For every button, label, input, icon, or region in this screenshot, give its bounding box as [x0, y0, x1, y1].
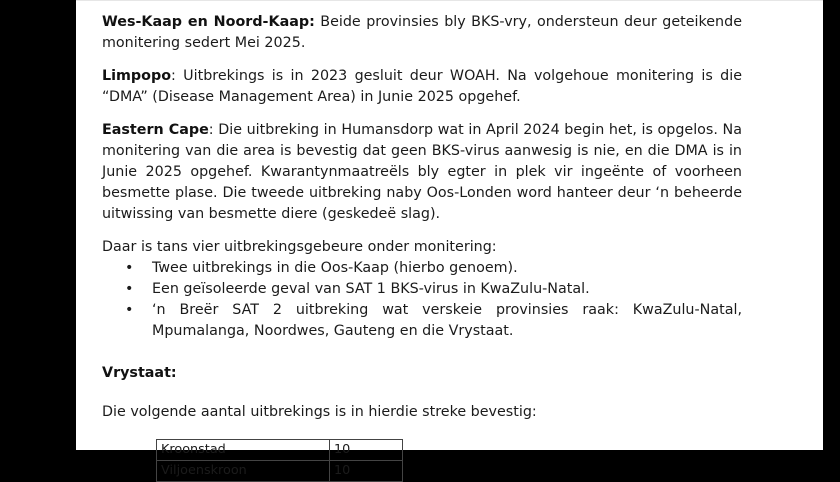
section-title: Wes-Kaap en Noord-Kaap: [102, 14, 315, 30]
list-item [125, 258, 742, 279]
table-row [157, 440, 403, 461]
section-limpopo [102, 66, 742, 108]
count-cell: 10 [330, 461, 403, 482]
count-cell: 10 [330, 440, 403, 461]
region-cell: Kroonstad [157, 440, 330, 461]
document-page [76, 0, 823, 478]
section-text: Beide provinsies bly BKS-vry, ondersteun deur geteikende monitering sedert Mei 2025. [102, 14, 742, 51]
outbreak-table [156, 439, 403, 482]
page-top-edge [76, 0, 823, 1]
section-text: : Die uitbreking in Humansdorp wat in April 2024 begin het, is opgelos. Na monitering van die area is bevestig dat geen BKS-virus aanwesig is nie, en die DMA is in Junie 2025 opgehef. Kwarantynmaatreëls bly egter in plek vir ingeënte of voorheen besmette plase. Die tweede uitbreking naby Oos-Londen word hanteer deur ‘n beheerde uitwissing van besmette diere (geskedeë slag). [102, 122, 742, 222]
list-item-text: Een geïsoleerde geval van SAT 1 BKS-virus in KwaZulu-Natal. [152, 281, 590, 297]
vrystaat-heading: Vrystaat: [102, 365, 177, 381]
document-body [102, 12, 742, 482]
section-wes-kaap [102, 12, 742, 54]
list-item-text: Twee uitbrekings in die Oos-Kaap (hierbo genoem). [152, 260, 518, 276]
monitoring-list [102, 258, 742, 342]
table-row [157, 461, 403, 482]
section-title: Eastern Cape [102, 122, 209, 138]
section-eastern-cape [102, 120, 742, 225]
vrystaat-intro: Die volgende aantal uitbrekings is in hierdie streke bevestig: [102, 404, 537, 420]
monitoring-intro: Daar is tans vier uitbrekingsgebeure onder monitering: [102, 239, 497, 255]
section-title: Limpopo [102, 68, 172, 84]
list-item [125, 279, 742, 300]
section-text: : Uitbrekings is in 2023 gesluit deur WOAH. Na volgehoue monitering is die “DMA” (Disease Management Area) in Junie 2025 opgehef. [102, 68, 742, 105]
bullet-icon: • [125, 281, 134, 297]
list-item [125, 300, 742, 342]
list-item-text: ‘n Breër SAT 2 uitbreking wat verskeie provinsies raak: KwaZulu-Natal, Mpumalanga, Noordwes, Gauteng en die Vrystaat. [152, 302, 742, 339]
viewer-background-right [823, 0, 840, 450]
region-cell: Viljoenskroon [157, 461, 330, 482]
bullet-icon: • [125, 302, 134, 318]
bullet-icon: • [125, 260, 134, 276]
